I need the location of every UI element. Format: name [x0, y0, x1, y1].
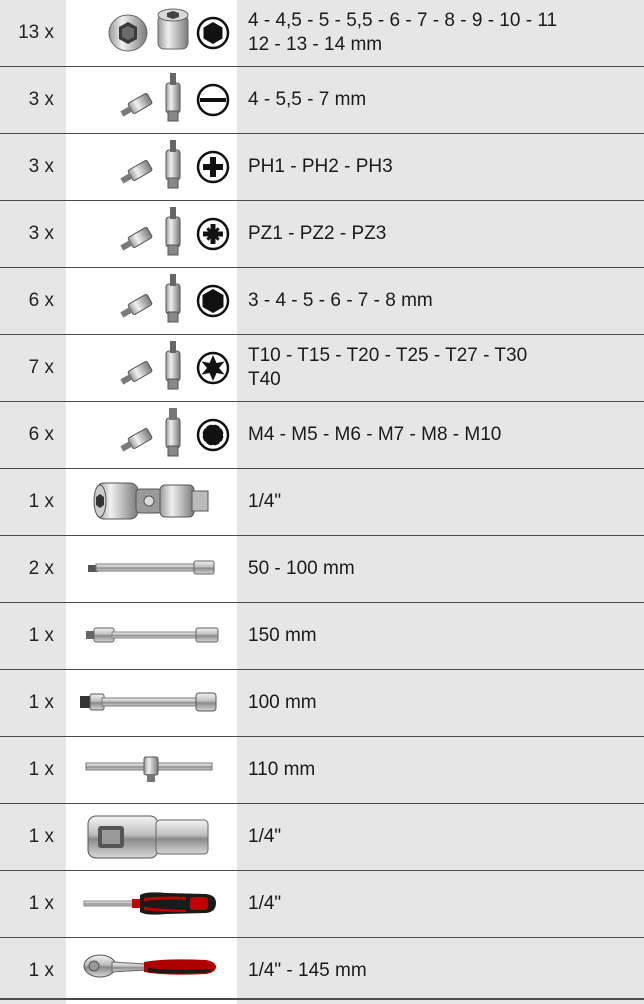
table-row [0, 134, 644, 200]
universal-joint-icon [66, 469, 237, 535]
size-and-length: 1/4" - 145 mm [248, 960, 367, 981]
drive-size: 1/4" [248, 491, 282, 512]
description-cell [237, 201, 644, 267]
description-cell [237, 335, 644, 401]
quantity: 1 x [28, 826, 54, 847]
description-cell [237, 737, 644, 803]
table-row [0, 737, 644, 803]
quantity: 1 x [28, 960, 54, 981]
length: 100 mm [248, 692, 317, 713]
quantity-cell [0, 670, 66, 736]
quantity-cell [0, 536, 66, 602]
description-cell [237, 0, 644, 66]
length: 150 mm [248, 625, 317, 646]
phillips-bit-icon [66, 134, 237, 200]
torx-bit-icon [66, 335, 237, 401]
quantity-cell [0, 871, 66, 937]
quantity: 3 x [28, 89, 54, 110]
quantity: 2 x [28, 558, 54, 579]
description-cell [237, 804, 644, 870]
quantity-cell [0, 0, 66, 66]
table-row [0, 804, 644, 870]
table-row [0, 670, 644, 736]
drive-size: 1/4" [248, 826, 282, 847]
table-row [0, 201, 644, 267]
description-cell [237, 134, 644, 200]
quantity: 7 x [28, 357, 54, 378]
hex-socket-icon [66, 0, 237, 66]
table-row [0, 67, 644, 133]
extension-bar-icon [66, 536, 237, 602]
length: 110 mm [248, 759, 316, 780]
description-cell [237, 67, 644, 133]
table-row [0, 938, 644, 1004]
size-range: 3 - 4 - 5 - 6 - 7 - 8 mm [248, 290, 433, 311]
quantity-cell [0, 134, 66, 200]
quantity: 1 x [28, 491, 54, 512]
t-handle-icon [66, 737, 237, 803]
quantity-cell [0, 268, 66, 334]
table-row [0, 335, 644, 401]
table-row [0, 469, 644, 535]
description-cell [237, 268, 644, 334]
slotted-bit-icon [66, 67, 237, 133]
size-range-continued: 12 - 13 - 14 mm [248, 34, 383, 55]
size-range-continued: T40 [248, 369, 281, 390]
quantity-cell [0, 804, 66, 870]
table-row [0, 871, 644, 937]
table-row [0, 402, 644, 468]
quantity: 1 x [28, 893, 54, 914]
description-cell [237, 469, 644, 535]
size-range: M4 - M5 - M6 - M7 - M8 - M10 [248, 424, 502, 445]
quantity-cell [0, 938, 66, 1004]
screwdriver-handle-icon [66, 871, 237, 937]
hex-bit-icon [66, 268, 237, 334]
table-row [0, 603, 644, 669]
quantity-cell [0, 737, 66, 803]
quantity: 1 x [28, 692, 54, 713]
ratchet-icon [66, 938, 237, 1004]
drive-size: 1/4" [248, 893, 282, 914]
spline-bit-icon [66, 402, 237, 468]
size-range: 4 - 5,5 - 7 mm [248, 89, 367, 110]
quantity: 1 x [28, 759, 54, 780]
quantity-cell [0, 201, 66, 267]
length: 50 - 100 mm [248, 558, 355, 579]
size-range: PZ1 - PZ2 - PZ3 [248, 223, 387, 244]
quantity: 3 x [28, 223, 54, 244]
description-cell [237, 670, 644, 736]
quantity-cell [0, 603, 66, 669]
size-range: PH1 - PH2 - PH3 [248, 156, 393, 177]
quantity: 6 x [28, 290, 54, 311]
quantity: 3 x [28, 156, 54, 177]
quantity-cell [0, 335, 66, 401]
adapter-icon [66, 804, 237, 870]
table-row [0, 268, 644, 334]
description-cell [237, 938, 644, 1004]
table-row [0, 0, 644, 66]
size-range: T10 - T15 - T20 - T25 - T27 - T30 [248, 345, 528, 366]
table-row [0, 536, 644, 602]
quantity-cell [0, 469, 66, 535]
quantity-cell [0, 67, 66, 133]
description-cell [237, 871, 644, 937]
pozidriv-bit-icon [66, 201, 237, 267]
description-cell [237, 603, 644, 669]
quantity: 13 x [18, 22, 54, 43]
description-cell [237, 536, 644, 602]
size-range: 4 - 4,5 - 5 - 5,5 - 6 - 7 - 8 - 9 - 10 - 11 [248, 10, 558, 31]
quantity: 6 x [28, 424, 54, 445]
quantity: 1 x [28, 625, 54, 646]
flexible-extension-icon [66, 603, 237, 669]
extension-bar-icon [66, 670, 237, 736]
description-cell [237, 402, 644, 468]
quantity-cell [0, 402, 66, 468]
